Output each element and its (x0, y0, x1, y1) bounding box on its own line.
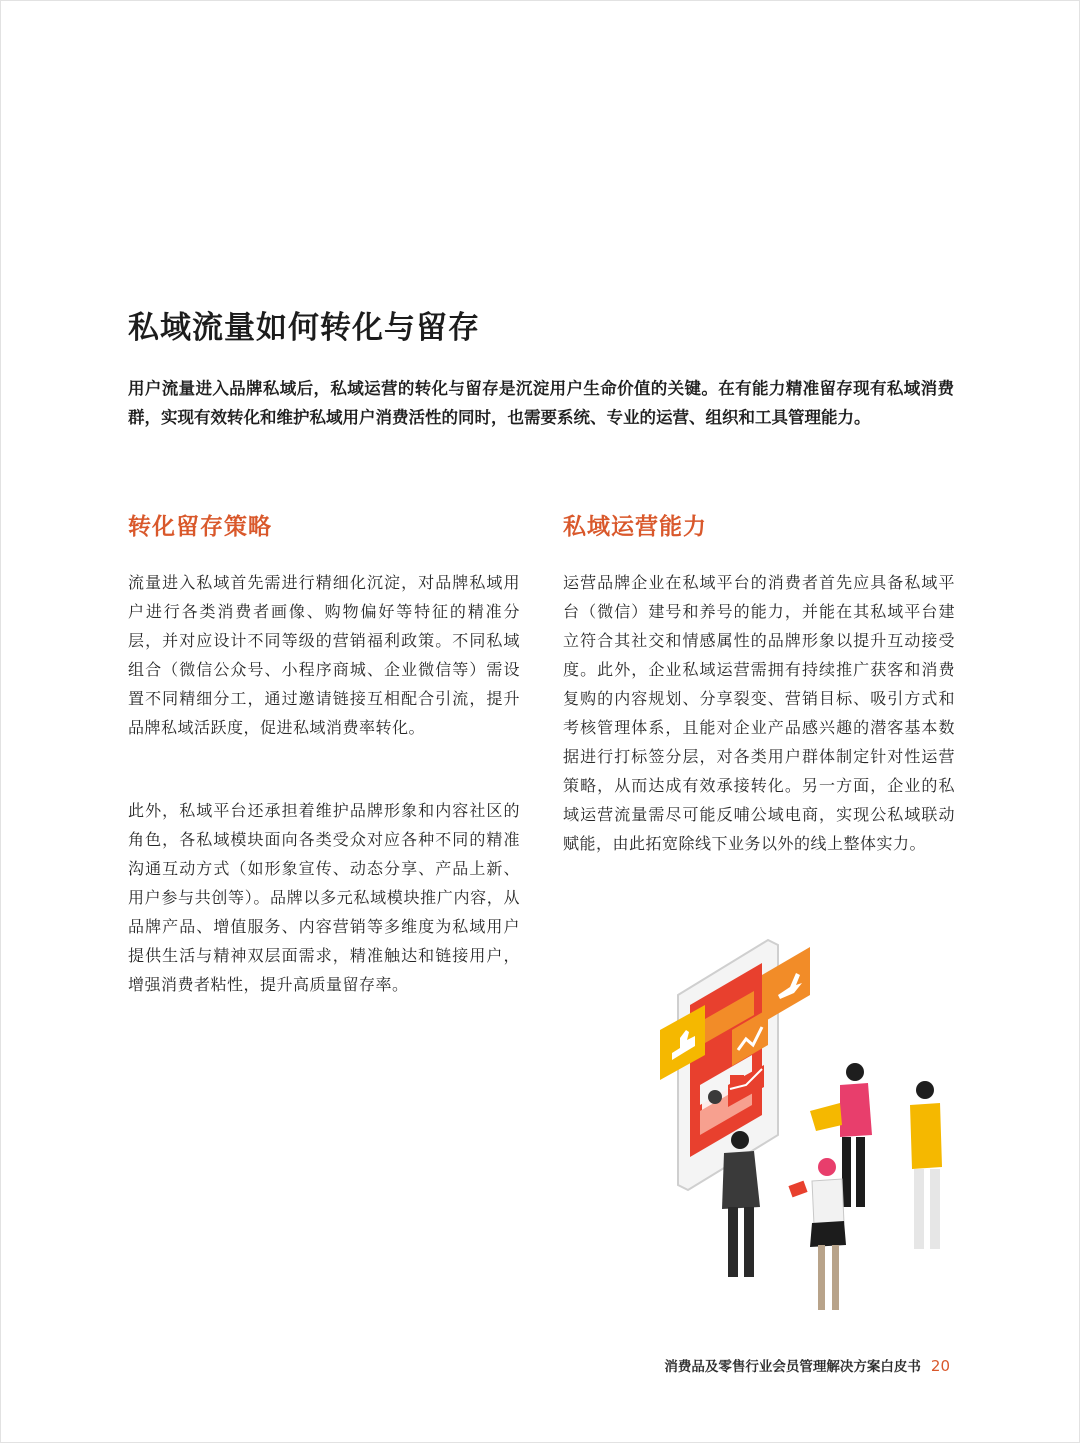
intro-paragraph: 用户流量进入品牌私域后，私域运营的转化与留存是沉淀用户生命价值的关键。在有能力精准留存现有私域消费群，实现有效转化和维护私域用户消费活性的同时，也需要系统、专业的运营、组织和工具管理能力。 (128, 379, 954, 427)
left-column-paragraph-1: 流量进入私域首先需进行精细化沉淀，对品牌私域用户进行各类消费者画像、购物偏好等特征的精准分层，并对应设计不同等级的营销福利政策。不同私域组合（微信公众号、小程序商城、企业微信等）需设置不同精细分工，通过邀请链接互相配合引流，提升品牌私域活跃度，促进私域消费率转化。 (128, 573, 520, 737)
right-column-heading: 私域运营能力 (563, 514, 707, 540)
left-column-paragraph-2: 此外，私域平台还承担着维护品牌形象和内容社区的角色，各私域模块面向各类受众对应各种不同的精准沟通互动方式（如形象宣传、动态分享、产品上新、用户参与共创等）。品牌以多元私域模块推广内容，从品牌产品、增值服务、内容营销等多维度为私域用户提供生活与精神双层面需求，精准触达和链接用户，增强消费者粘性，提升高质量留存率。 (128, 801, 520, 994)
person-white-top (788, 1158, 846, 1310)
page-number: 20 (930, 1357, 950, 1375)
person-black-coat (722, 1131, 760, 1277)
footer-doc-title: 消费品及零售行业会员管理解决方案白皮书 (664, 1359, 921, 1375)
person-yellow-top (910, 1081, 942, 1249)
right-column-paragraph-1: 运营品牌企业在私域平台的消费者首先应具备私域平台（微信）建号和养号的能力，并能在其私域平台建立符合其社交和情感属性的品牌形象以提升互动接受度。此外，企业私域运营需拥有持续推广获客和消费复购的内容规划、分享裂变、营销目标、吸引方式和考核管理体系，且能对企业产品感兴趣的潜客基本数据进行打标签分层，对各类用户群体制定针对性运营策略，从而达成有效承接转化。另一方面，企业的私域运营流量需尽可能反哺公域电商，实现公私域联动赋能，由此拓宽除线下业务以外的线上整体实力。 (563, 573, 955, 853)
page-title: 私域流量如何转化与留存 (128, 310, 480, 346)
private-domain-illustration (650, 935, 960, 1325)
left-column-heading: 转化留存策略 (128, 514, 272, 540)
page-footer (664, 1355, 950, 1375)
